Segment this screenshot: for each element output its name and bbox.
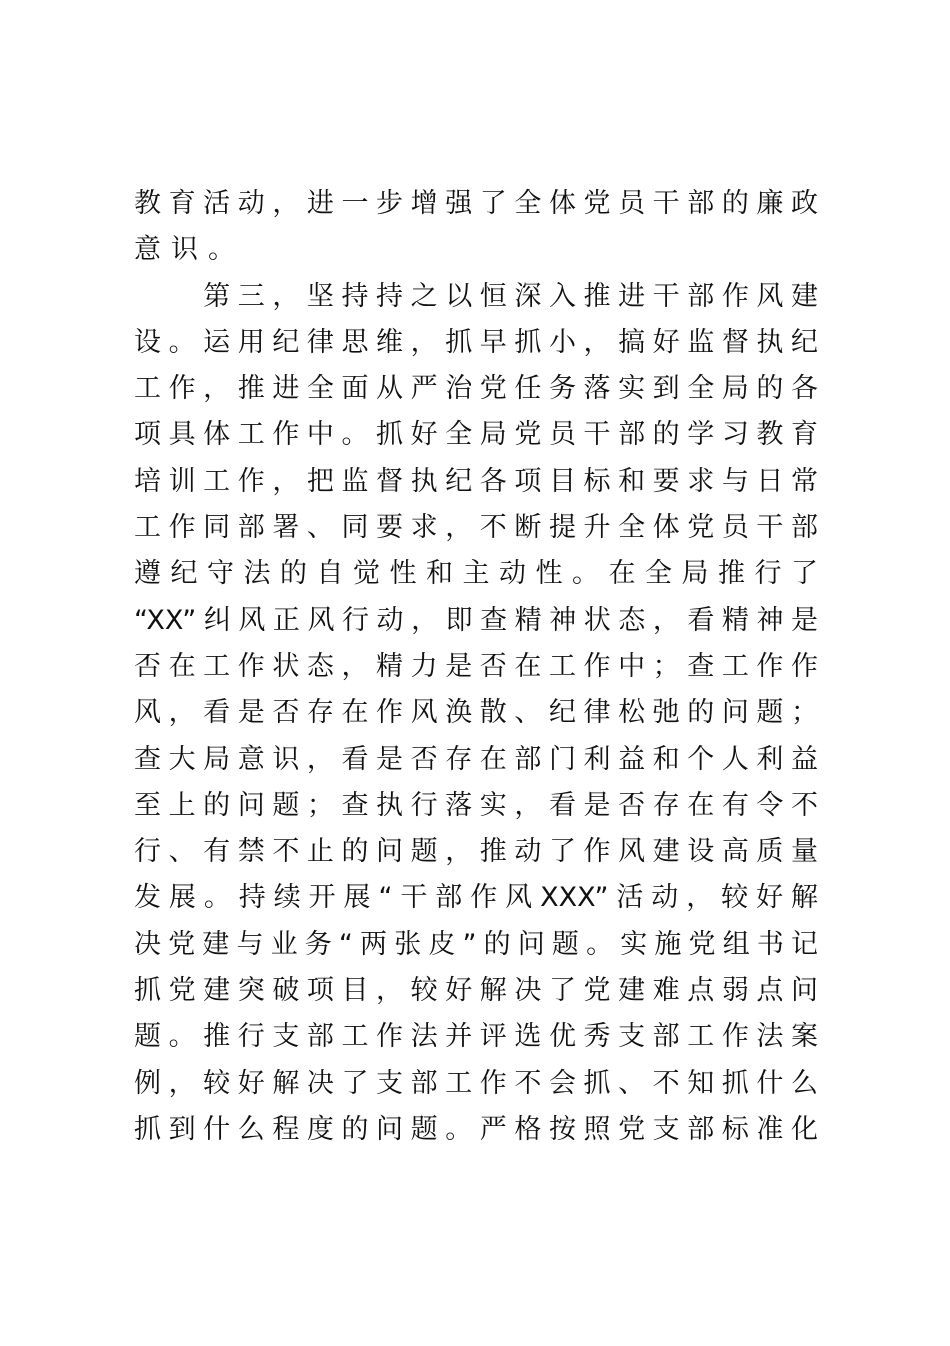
text-line: 抓党建突破项目，较好解决了党建难点弱点问 — [134, 975, 818, 1007]
text-line: 意识。 — [134, 234, 245, 266]
text-line: 发展。持续开展“干部作风XXX”活动，较好解 — [134, 882, 818, 914]
text-line: 查大局意识，看是否存在部门利益和个人利益 — [134, 743, 818, 775]
text-line: 例，较好解决了支部工作不会抓、不知抓什么 — [134, 1067, 818, 1099]
text-line: 遵纪守法的自觉性和主动性。在全局推行了 — [134, 558, 818, 590]
text-line: 项具体工作中。抓好全局党员干部的学习教育 — [134, 419, 818, 451]
text-line: 风，看是否存在作风涣散、纪律松弛的问题； — [134, 697, 818, 729]
text-line: 决党建与业务“两张皮”的问题。实施党组书记 — [134, 928, 818, 960]
text-line: 工作，推进全面从严治党任务落实到全局的各 — [134, 373, 818, 405]
text-line: 工作同部署、同要求，不断提升全体党员干部 — [134, 512, 818, 544]
paragraph-start-line: 第三，坚持持之以恒深入推进干部作风建 — [134, 280, 818, 312]
text-line: 教育活动，进一步增强了全体党员干部的廉政 — [134, 188, 818, 219]
text-line: 行、有禁不止的问题，推动了作风建设高质量 — [134, 836, 818, 868]
text-line: 培训工作，把监督执纪各项目标和要求与日常 — [134, 465, 818, 497]
text-line: 题。推行支部工作法并评选优秀支部工作法案 — [134, 1021, 818, 1053]
text-line: 设。运用纪律思维，抓早抓小，搞好监督执纪 — [134, 326, 818, 358]
body-text — [134, 181, 818, 1153]
text-line: 抓到什么程度的问题。严格按照党支部标准化 — [134, 1113, 818, 1145]
text-line: 否在工作状态，精力是否在工作中；查工作作 — [134, 650, 818, 682]
text-line: “XX”纠风正风行动，即查精神状态，看精神是 — [134, 604, 818, 636]
text-line: 至上的问题；查执行落实，看是否存在有令不 — [134, 789, 818, 821]
